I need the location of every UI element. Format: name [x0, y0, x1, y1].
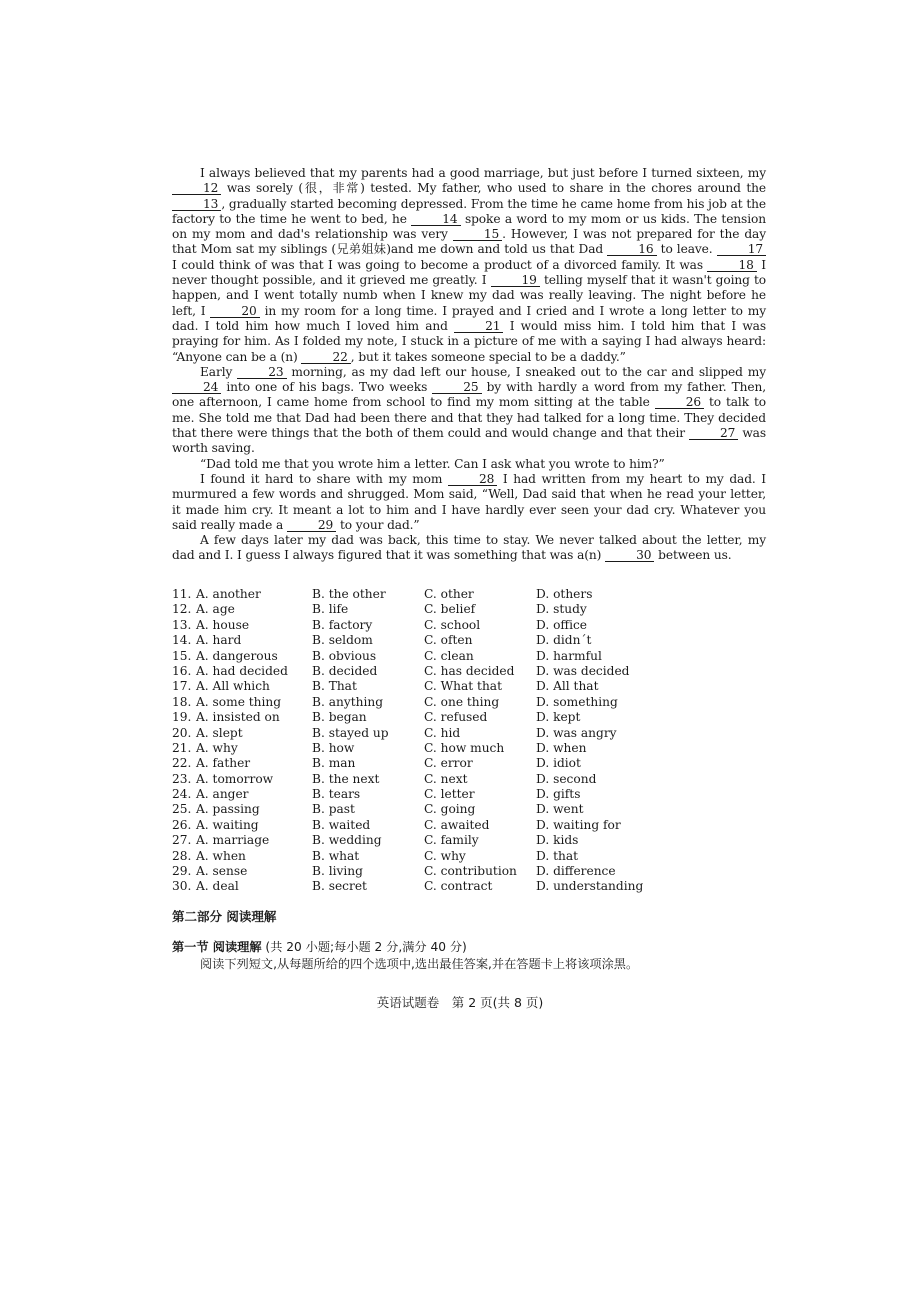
- instruction-text: 阅读下列短文,从每题所给的四个选项中,选出最佳答案,并在答题卡上将该项涂黑。: [200, 957, 639, 971]
- passage-text: I always believed that my parents had a good marriage, but just before I turned sixteen, my: [200, 166, 766, 180]
- passage-text: morning, as my dad left our house, I sneaked out to the car and slipped my: [286, 364, 766, 379]
- blank-19: 19: [491, 274, 540, 287]
- option-a: A. tomorrow: [196, 771, 274, 786]
- passage-text: between us.: [654, 548, 732, 563]
- question-number: 22.: [172, 756, 192, 771]
- option-c: C. next: [424, 771, 468, 786]
- option-d: D. when: [536, 740, 587, 755]
- question-number: 19.: [172, 710, 192, 725]
- blank-24: 24: [172, 381, 221, 394]
- option-b: B. life: [312, 602, 349, 617]
- option-c: C. awaited: [424, 817, 490, 832]
- option-c: C. error: [424, 756, 473, 771]
- option-c: C. contract: [424, 879, 493, 894]
- option-row: [172, 849, 772, 864]
- option-b: B. how: [312, 740, 355, 755]
- option-b: B. past: [312, 802, 355, 817]
- option-a: A. father: [196, 756, 251, 771]
- passage-text: I would miss him. I told him that I was praying for him. As I folded my note, I stuck in a picture of me with a saying I had always heard: “Anyone can be a (n): [172, 318, 766, 364]
- option-a: A. some thing: [196, 694, 282, 709]
- option-row: [172, 679, 772, 694]
- option-d: D. was angry: [536, 725, 617, 740]
- option-d: D. was decided: [536, 663, 630, 678]
- blank-21: 21: [454, 320, 503, 333]
- option-d: D. study: [536, 602, 587, 617]
- question-number: 11.: [172, 587, 192, 601]
- answer-options: [172, 587, 772, 895]
- option-d: D. difference: [536, 864, 616, 879]
- question-number: 25.: [172, 802, 192, 817]
- option-b: B. the next: [312, 771, 380, 786]
- option-d: D. kids: [536, 833, 579, 848]
- option-a: A. insisted on: [196, 710, 280, 725]
- question-number: 27.: [172, 833, 192, 848]
- option-c: C. why: [424, 848, 466, 863]
- passage-text: into one of his bags. Two weeks: [221, 380, 433, 395]
- option-b: B. living: [312, 864, 363, 879]
- option-c: C. What that: [424, 679, 502, 694]
- option-d: D. that: [536, 848, 578, 863]
- subsection-title: 第一节 阅读理解: [172, 940, 262, 954]
- question-number: 24.: [172, 787, 192, 802]
- question-number: 18.: [172, 694, 192, 709]
- question-number: 30.: [172, 879, 192, 894]
- question-number: 14.: [172, 633, 192, 648]
- option-row: [172, 833, 772, 848]
- question-number: 29.: [172, 864, 192, 879]
- option-d: D. understanding: [536, 879, 644, 894]
- option-a: A. deal: [196, 879, 239, 894]
- option-b: B. waited: [312, 817, 371, 832]
- option-d: D. kept: [536, 710, 581, 725]
- option-a: A. marriage: [196, 833, 270, 848]
- option-a: A. house: [196, 617, 250, 632]
- passage-text: , but it takes someone special to be a daddy.”: [350, 349, 626, 364]
- option-row: [172, 879, 772, 894]
- option-a: A. dangerous: [196, 648, 278, 663]
- option-row: [172, 664, 772, 679]
- option-b: B. tears: [312, 787, 361, 802]
- passage-text: by with hardly a word from my father. Then, one afternoon, I came home from school to find my mom sitting at the table: [172, 380, 766, 410]
- option-c: C. letter: [424, 787, 475, 802]
- option-row: [172, 864, 772, 879]
- option-d: D. All that: [536, 679, 599, 694]
- option-c: C. clean: [424, 648, 474, 663]
- question-number: 17.: [172, 679, 192, 694]
- option-b: B. began: [312, 710, 367, 725]
- blank-26: 26: [655, 396, 704, 409]
- option-c: C. has decided: [424, 663, 515, 678]
- option-row: [172, 633, 772, 648]
- blank-16: 16: [607, 243, 656, 256]
- blank-28: 28: [448, 473, 497, 486]
- option-c: C. other: [424, 587, 474, 601]
- blank-22: 22: [301, 351, 350, 364]
- passage-paragraph-4: [172, 472, 766, 533]
- passage-text: A few days later my dad was back, this time to stay. We never talked about the letter, my dad and I. I guess I always figured that it was something that was a(n): [172, 533, 766, 563]
- option-d: D. didn´t: [536, 633, 592, 648]
- subsection-heading: [172, 938, 467, 955]
- passage-paragraph-5: [172, 533, 766, 564]
- option-row: [172, 726, 772, 741]
- option-a: A. All which: [196, 679, 270, 694]
- blank-12: 12: [172, 182, 221, 195]
- passage-text: Early: [200, 364, 238, 379]
- option-a: A. sense: [196, 864, 248, 879]
- option-row: [172, 818, 772, 833]
- option-a: A. had decided: [196, 663, 288, 678]
- option-c: C. going: [424, 802, 476, 817]
- passage-text: , gradually started becoming depressed. From the time he came home from his job at the factory to the time he went to bed, he: [172, 196, 766, 226]
- passage-text: spoke a word to my mom or us kids. The tension on my mom and dad's relationship was very: [172, 211, 766, 242]
- option-c: C. contribution: [424, 864, 517, 879]
- option-row: [172, 602, 772, 617]
- option-row: [172, 649, 772, 664]
- option-b: B. man: [312, 756, 356, 771]
- subsection-detail: (共 20 小题;每小题 2 分,满分 40 分): [261, 940, 467, 954]
- option-a: A. passing: [196, 802, 260, 817]
- option-b: B. anything: [312, 694, 384, 709]
- option-row: [172, 756, 772, 771]
- option-b: B. factory: [312, 617, 373, 632]
- blank-15: 15: [453, 228, 502, 241]
- question-number: 20.: [172, 725, 192, 740]
- passage-text: to your dad.”: [336, 517, 420, 532]
- option-a: A. when: [196, 848, 246, 863]
- passage-text: was worth saving.: [172, 426, 766, 456]
- blank-13: 13: [172, 198, 221, 211]
- option-c: C. how much: [424, 740, 505, 755]
- passage-text: to talk to me. She told me that Dad had been there and that they had talked for a long time. They decided that there were things that the both of them could and would change and that their: [172, 395, 766, 441]
- option-row: [172, 741, 772, 756]
- option-c: C. belief: [424, 602, 476, 617]
- option-c: C. school: [424, 617, 481, 632]
- question-number: 23.: [172, 771, 192, 786]
- option-a: A. another: [196, 587, 261, 601]
- passage-text: I could think of was that I was going to become a product of a divorced family. It was: [172, 257, 708, 272]
- passage-text: I found it hard to share with my mom: [200, 471, 448, 486]
- option-b: B. decided: [312, 663, 378, 678]
- option-row: [172, 710, 772, 725]
- blank-17: 17: [717, 243, 766, 256]
- passage-text: telling myself that it wasn't going to happen, and I went totally numb when I knew my dad was really leaving. The night before he left, I: [172, 273, 766, 318]
- option-c: C. family: [424, 833, 479, 848]
- blank-27: 27: [689, 427, 738, 440]
- passage-paragraph-3: “Dad told me that you wrote him a letter. Can I ask what you wrote to him?”: [200, 456, 665, 471]
- option-row: [172, 772, 772, 787]
- blank-20: 20: [210, 305, 259, 318]
- cloze-passage: [172, 166, 766, 564]
- option-b: B. the other: [312, 587, 386, 601]
- option-a: A. waiting: [196, 817, 259, 832]
- option-c: C. refused: [424, 710, 488, 725]
- option-b: B. That: [312, 679, 357, 694]
- passage-text: to leave.: [656, 242, 717, 257]
- option-a: A. anger: [196, 787, 249, 802]
- blank-29: 29: [287, 519, 336, 532]
- option-a: A. why: [196, 740, 238, 755]
- blank-18: 18: [707, 259, 756, 272]
- passage-text: . However, I was not prepared for the day that Mom sat my siblings (兄弟姐妹)and me down and told us that Dad: [172, 227, 766, 257]
- option-d: D. office: [536, 617, 588, 632]
- option-row: [172, 802, 772, 817]
- option-d: D. second: [536, 771, 597, 786]
- question-number: 15.: [172, 648, 192, 663]
- option-d: D. others: [536, 587, 593, 601]
- passage-paragraph-2: [172, 365, 766, 457]
- option-a: A. slept: [196, 725, 243, 740]
- blank-14: 14: [411, 213, 460, 226]
- option-row: [172, 787, 772, 802]
- option-d: D. harmful: [536, 648, 602, 663]
- blank-25: 25: [432, 381, 481, 394]
- question-number: 26.: [172, 817, 192, 832]
- section-title: 第二部分 阅读理解: [172, 909, 277, 924]
- question-number: 13.: [172, 617, 192, 632]
- option-d: D. idiot: [536, 756, 581, 771]
- option-b: B. what: [312, 848, 360, 863]
- option-b: B. obvious: [312, 648, 377, 663]
- option-d: D. something: [536, 694, 618, 709]
- question-number: 21.: [172, 740, 192, 755]
- option-b: B. seldom: [312, 633, 373, 648]
- option-row: [172, 695, 772, 710]
- option-b: B. stayed up: [312, 725, 389, 740]
- option-a: A. age: [196, 602, 235, 617]
- option-b: B. secret: [312, 879, 367, 894]
- option-d: D. went: [536, 802, 584, 817]
- passage-text: I had written from my heart to my dad. I murmured a few words and shrugged. Mom said, “Well, Dad said that when he read your letter, it made him cry. It meant a lot to him and I have hardly ever seen your dad cry. Whatever you said really made a: [172, 471, 766, 532]
- option-row: [172, 618, 772, 633]
- option-c: C. hid: [424, 725, 461, 740]
- question-number: 16.: [172, 663, 192, 678]
- option-d: D. waiting for: [536, 817, 621, 832]
- passage-text: I never thought possible, and it grieved me greatly. I: [172, 257, 766, 288]
- option-c: C. often: [424, 633, 473, 648]
- passage-text: in my room for a long time. I prayed and I cried and I wrote a long letter to my dad. I told him how much I loved him and: [172, 303, 766, 333]
- passage-text: was sorely (很，非常) tested. My father, who used to share in the chores around the: [221, 181, 766, 196]
- page-footer: 英语试题卷 第 2 页(共 8 页): [376, 995, 544, 1010]
- option-d: D. gifts: [536, 787, 581, 802]
- passage-paragraph-1: [172, 166, 766, 365]
- question-number: 12.: [172, 602, 192, 617]
- blank-23: 23: [237, 366, 286, 379]
- option-b: B. wedding: [312, 833, 382, 848]
- question-number: 28.: [172, 848, 192, 863]
- option-c: C. one thing: [424, 694, 500, 709]
- blank-30: 30: [605, 549, 654, 562]
- option-row: [172, 587, 772, 602]
- option-a: A. hard: [196, 633, 242, 648]
